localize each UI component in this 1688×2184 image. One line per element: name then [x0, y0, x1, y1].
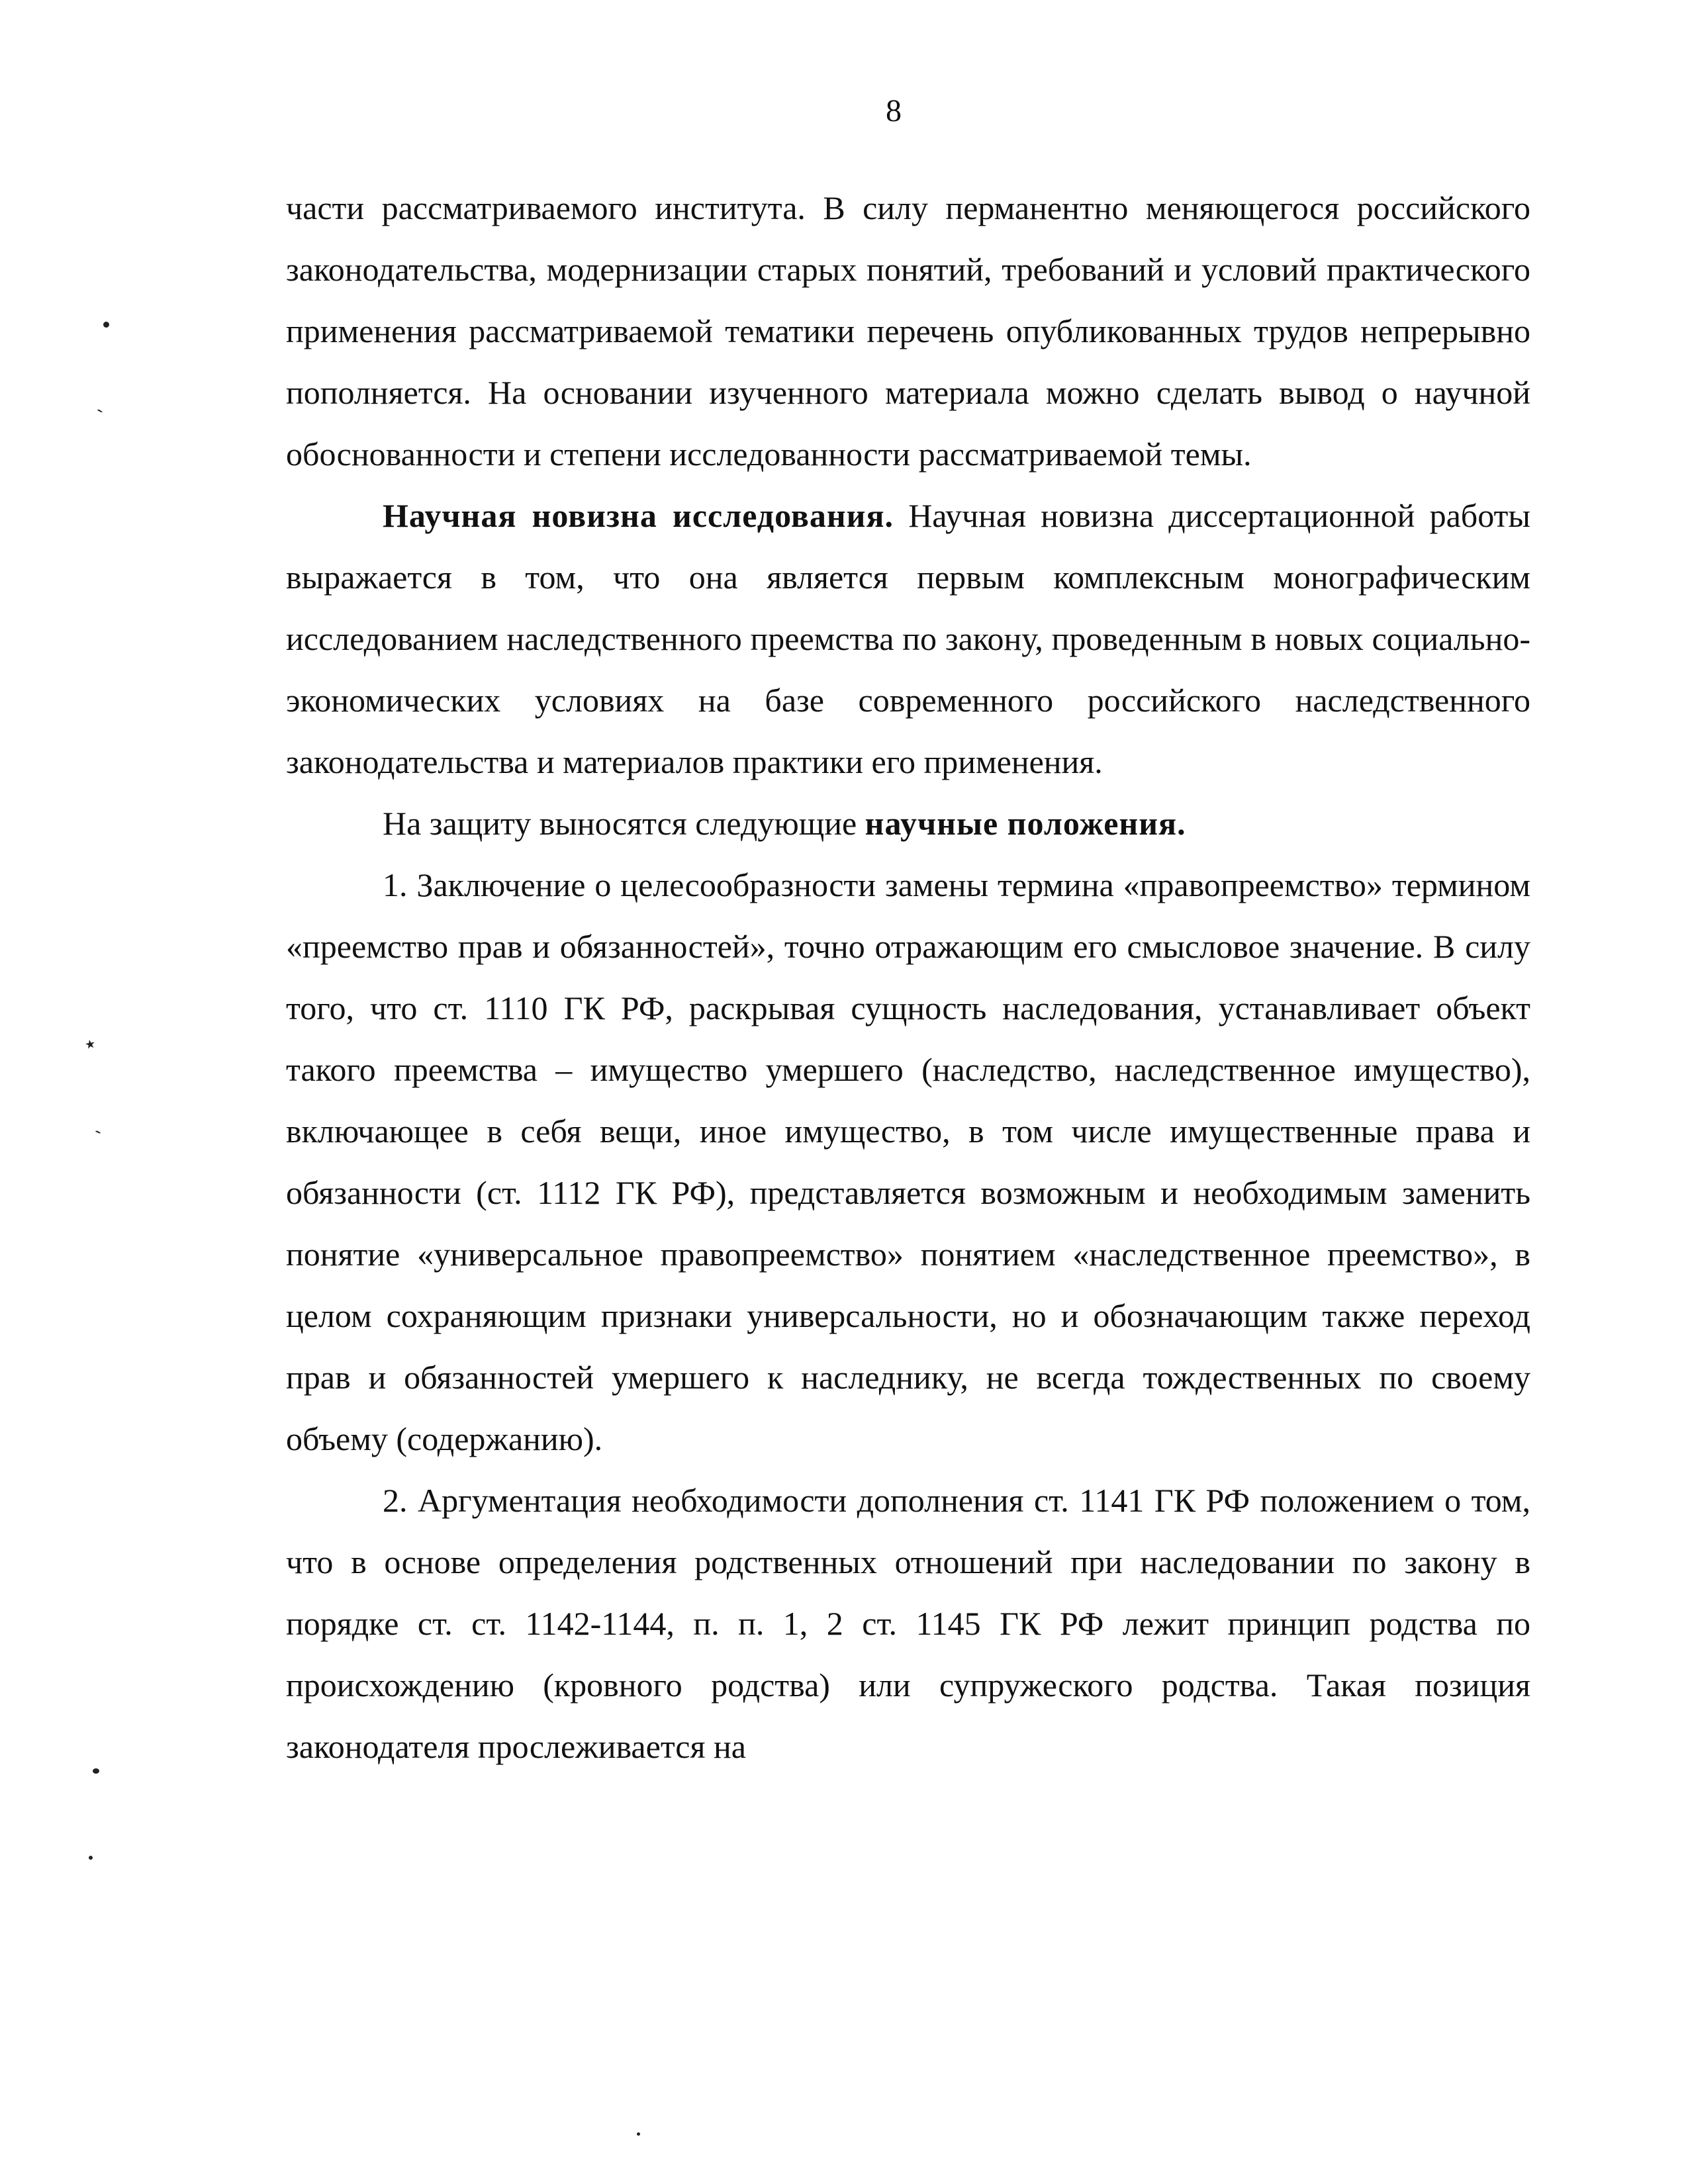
- scan-speck: [93, 1768, 99, 1774]
- scan-mark: ˎ: [85, 1111, 105, 1136]
- provision-1: 1. Заключение о целесообразности замены термина «правопреемство» термином «преемство прав и обязанностей», точно отражающим его смысловое значение. В силу того, что ст. 1110 ГК РФ, раскрывая сущность наследования, устанавливает объект такого преемства – имущество умершего (наследство, наследственное имущество), включающее в себя вещи, иное имущество, в том числе имущественные права и обязанности (ст. 1112 ГК РФ), представляется возможным и необходимым заменить понятие «универсальное правопреемство» понятием «наследственное преемство», в целом сохраняющим признаки универсальности, но и обозначающим также переход прав и обязанностей умершего к наследнику, не всегда тождественных по своему объему (содержанию).: [286, 866, 1530, 1457]
- scientific-novelty-text: Научная новизна диссертационной работы выражается в том, что она является первым комплексным монографическим исследованием наследственного преемства по закону, проведенным в новых социально-экономических условиях на базе современного российского наследственного законодательства и материалов практики его применения.: [286, 497, 1530, 780]
- scan-mark: ˎ: [89, 389, 107, 415]
- scientific-novelty-heading: Научная новизна исследования.: [383, 497, 894, 534]
- scan-mark: ٭: [83, 1031, 98, 1057]
- page-number: 8: [886, 93, 902, 128]
- paragraph-1: части рассматриваемого института. В силу перманентно меняющегося российского законодательства, модернизации старых понятий, требований и условий практического применения рассматриваемой тематики перечень опубликованных трудов непрерывно пополняется. На основании изученного материала можно сделать вывод о научной обоснованности и степени исследованности рассматриваемой темы.: [286, 189, 1530, 473]
- scientific-provisions-heading: научные положения.: [865, 805, 1186, 842]
- scan-speck: [89, 1856, 93, 1860]
- scan-speck: [103, 322, 109, 328]
- paragraph-defense-intro: [286, 793, 1530, 854]
- scan-speck: [637, 2132, 640, 2136]
- document-body: [286, 177, 1530, 1778]
- paragraph-scientific-novelty: [286, 485, 1530, 793]
- defense-intro-text: На защиту выносятся следующие: [383, 805, 865, 842]
- provision-2: 2. Аргументация необходимости дополнения ст. 1141 ГК РФ положением о том, что в основе определения родственных отношений при наследовании по закону в порядке ст. ст. 1142-1144, п. п. 1, 2 ст. 1145 ГК РФ лежит принцип родства по происхождению (кровного родства) или супружеского родства. Такая позиция законодателя прослеживается на: [286, 1482, 1530, 1765]
